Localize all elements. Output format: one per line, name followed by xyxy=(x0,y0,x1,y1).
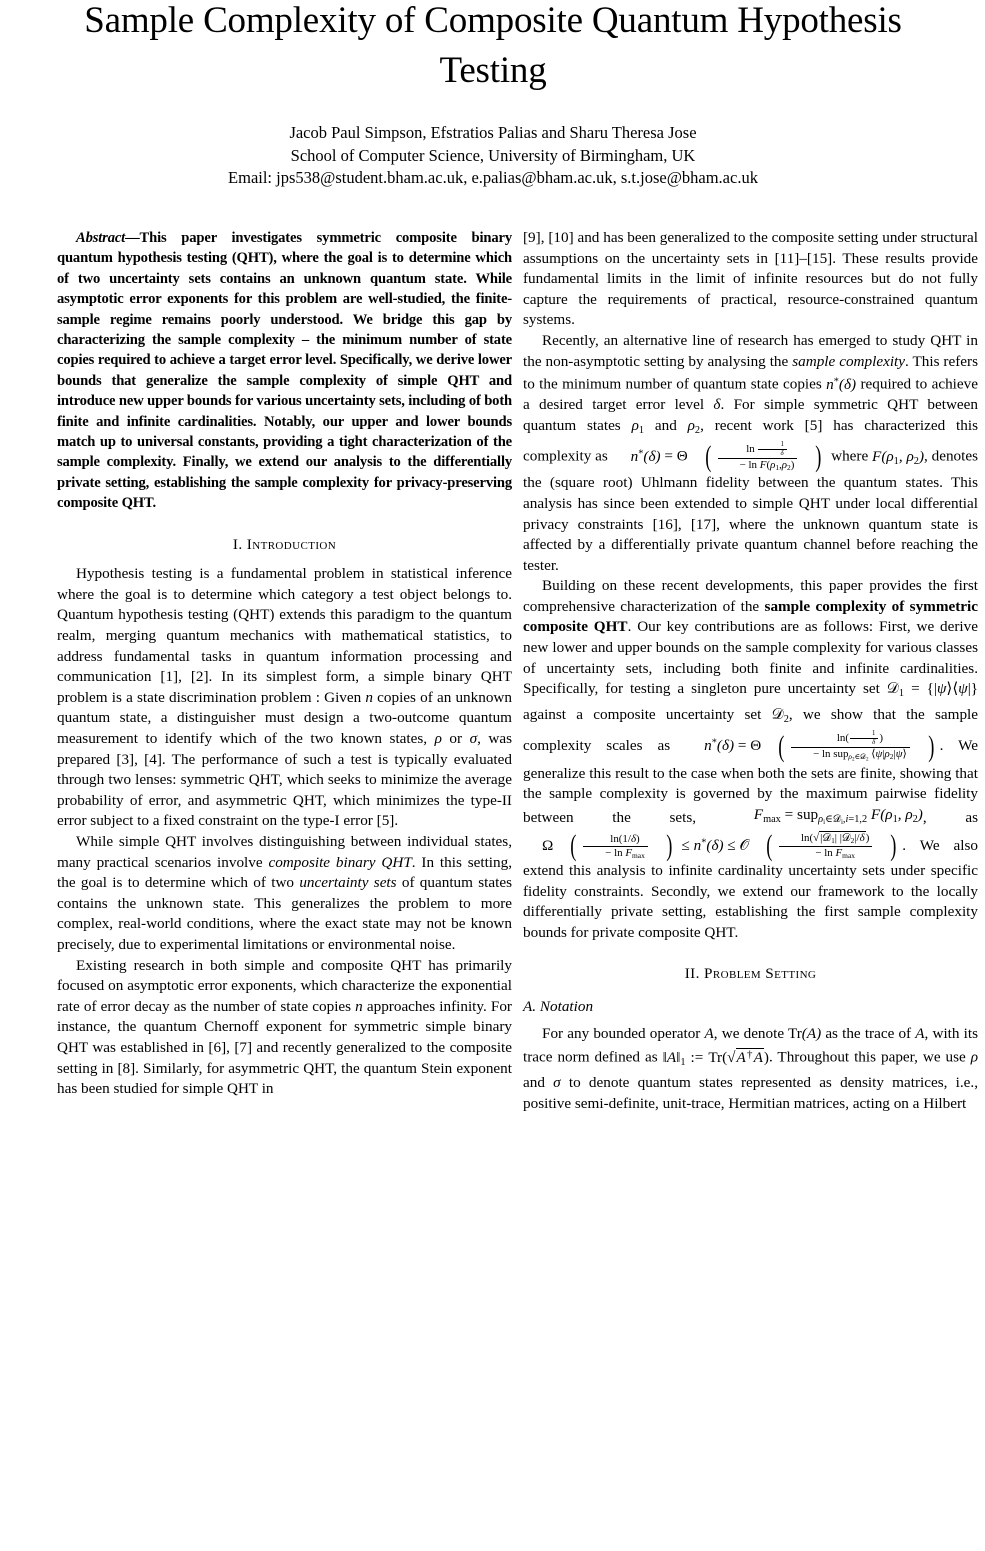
left-column xyxy=(57,228,512,1100)
intro-p1-or: or xyxy=(441,730,470,748)
intro-p6-part-a: Building on these recent developments, this paper provides the first comprehensive characterization of the xyxy=(523,577,978,615)
math-n-2: n xyxy=(355,997,363,1015)
intro-p6-part-b: . Our key contributions are as follows: First, we derive new lower and upper bounds on the sample complexity for various classes of uncertainty sets, including both finite and infinite cardinalities. Specifically, for testing a singleton pure uncertainty set xyxy=(523,618,978,698)
subsection-heading-notation: A. Notation xyxy=(523,997,594,1015)
formula-finite-bounds: Ω ( $\frac{\ln(1/\delta)}{- \ln F_{max}}$ ) ≤ n*(δ) ≤ 𝒪 ( $\frac{\ln(√|𝒟_1| |𝒟_2|/\delta)}{- \ln F_{max}}$ ) xyxy=(542,830,897,863)
intro-paragraph-5 xyxy=(523,331,978,576)
intro-p5-part-g: where xyxy=(827,447,873,465)
two-column-body xyxy=(57,228,979,1203)
author-affiliation: School of Computer Science, University of Birmingham, UK xyxy=(290,145,696,165)
intro-p2-italic-2: uncertainty sets xyxy=(299,874,397,892)
intro-p3-part-a: Existing research in both simple and composite QHT has primarily focused on asymptotic error exponents, which characterize the exponential rate of error decay as the number of state copies xyxy=(57,956,512,1015)
math-operator-A: A xyxy=(704,1024,714,1042)
author-email: Email: jps538@student.bham.ac.uk, e.palias@bham.ac.uk, s.t.jose@bham.ac.uk xyxy=(228,168,758,187)
notation-p1-part-a: For any bounded operator xyxy=(542,1024,705,1042)
intro-p2-part-c: of quantum states contains the unknown state. This generalizes the problem to more complex, real-world conditions, where the exact state may not be known precisely, due to experimental limitations or environmental noise. xyxy=(57,874,512,953)
math-rho-2: $\rho_2$ xyxy=(687,416,701,436)
intro-p5-part-a: Recently, an alternative line of research has emerged to study QHT in the non-asymptotic setting by analysing the xyxy=(523,331,978,370)
math-operator-A-2: A xyxy=(915,1024,925,1042)
author-names: Jacob Paul Simpson, Efstratios Palias and Sharu Theresa Jose xyxy=(289,123,697,142)
abstract-label: Abstract xyxy=(76,230,126,246)
notation-p1-part-b: , we denote xyxy=(713,1024,788,1042)
intro-p6-part-c: against a composite uncertainty set xyxy=(523,705,772,723)
math-sigma: σ xyxy=(469,730,478,748)
author-block xyxy=(57,122,929,190)
math-n-star-delta: n*(δ) xyxy=(826,375,857,393)
formula-singleton-pure: n*(δ) = Θ ( ln( $\frac{1}{\delta}$ ) − ln sup$_{\rho_2\in 𝒟_2}$ $⟨\psi|\rho_2|\psi⟩$ ) xyxy=(704,730,935,763)
intro-p1-part-b: copies of an unknown quantum state, a distinguisher must design a two-outcome quantum measurement to identify which of the two known states, xyxy=(57,688,512,748)
math-rho-1: $\rho_1$ xyxy=(631,416,645,436)
math-n: n xyxy=(365,688,373,706)
intro-p6-part-f: , as xyxy=(922,809,978,827)
intro-p5-part-b: . This refers to the minimum number of quantum state copies xyxy=(523,352,979,393)
intro-p5-part-d: . For simple symmetric QHT between quantum states xyxy=(523,396,978,434)
math-rho-3: ρ xyxy=(970,1048,979,1066)
intro-p5-part-e: and xyxy=(644,416,688,434)
formula-simple-qht: n*(δ) = Θ ( ln $\frac{1}{\delta}$ − $\ln F(\rho_1,\rho_2)$ ) xyxy=(630,441,822,474)
intro-paragraph-4: [9], [10] and has been generalized to the composite setting under structural assumptions on the uncertainty sets in [11]–[15]. These results provide fundamental limits in the limit of infinite resources but do not fully capture the requirements of practical, resource-constrained quantum systems. xyxy=(523,229,978,329)
formula-fmax-def: $F_{max} = sup_{\rho_i\in 𝒟_i,i=1,2}$ $F(\rho_1$, $\rho_2$) xyxy=(753,805,923,826)
intro-p2-part-b: . In this setting, the goal is to determine which of two xyxy=(57,853,512,892)
intro-p6-part-e: . We generalize this result to the case when both the sets are finite, showing that the sample complexity is governed by the maximum pairwise fidelity between the sets, xyxy=(523,737,978,827)
intro-p3-part-b: approaches infinity. For instance, the quantum Chernoff exponent for symmetric simple binary QHT was established in [6], [7] and recently generalized to the composite setting in [8]. Similarly, for asymmetric QHT, the quantum Stein exponent has been studied for simple QHT in xyxy=(57,997,512,1098)
intro-p1-part-a: Hypothesis testing is a fundamental problem in statistical inference where the goal is to determine which category a test object belongs to. Quantum hypothesis testing (QHT) extends this paradigm to the quantum realm, merging quantum mechanics with mathematical statistics, to address fundamental tasks in quantum information processing and communication [1], [2]. In its simplest form, a simple binary QHT problem is a state discrimination problem : Given xyxy=(57,565,512,706)
intro-paragraph-6 xyxy=(523,576,978,943)
notation-p1-part-d: , with its trace norm defined as xyxy=(523,1024,978,1066)
page-title: Sample Complexity of Composite Quantum Hypothesis Testing xyxy=(84,0,902,91)
right-column xyxy=(523,228,978,1114)
math-sigma-2: σ xyxy=(553,1074,561,1092)
math-fidelity-F: $F(\rho_1$, $\rho_2$) xyxy=(872,447,924,467)
math-trace-norm: $‖A‖_1$ := Tr(√A†A) xyxy=(662,1048,769,1068)
intro-p2-part-a: While simple QHT involves distinguishing between individual states, many practical scenarios involve xyxy=(57,833,512,871)
intro-p5-part-h: , denotes the (square root) Uhlmann fidelity between the quantum states. This analysis has since been extended to simple QHT under local differential privacy constraints [16], [17], where the unknown quantum state is affected by a differentially private quantum channel before reaching the tester. xyxy=(523,447,979,574)
notation-p1-part-c: as the trace of xyxy=(821,1024,916,1042)
math-trace-A: Tr(A) xyxy=(787,1024,822,1042)
title-block xyxy=(57,0,929,190)
intro-paragraph-3 xyxy=(57,956,512,1100)
intro-p6-part-d: , we show that the sample complexity scales as xyxy=(523,705,978,755)
section-heading-problem-setting: II. Problem Setting xyxy=(684,965,817,983)
math-rho: ρ xyxy=(434,730,442,748)
intro-paragraph-2 xyxy=(57,832,512,956)
notation-p1-part-e: . Throughout this paper, we use xyxy=(768,1048,971,1066)
intro-p6-part-g: . We also extend this analysis to infinite cardinality uncertainty sets under specific fidelity constraints. Secondly, we extend our framework to the locally differentially private setting, establishing the first sample complexity bounds for private composite QHT. xyxy=(523,837,978,941)
intro-p1-part-c: , was prepared [3], [4]. The performance of such a test is typically evaluated through two lenses: symmetric QHT, which seeks to minimize the average probability of error, and asymmetric QHT, which minimizes the type-II error subject to a fixed constraint on the type-I error [5]. xyxy=(57,730,512,830)
section-heading-introduction: I. Introduction xyxy=(232,535,337,553)
math-set-D2: 𝒟$_2$ xyxy=(771,705,789,725)
abstract-dash: — xyxy=(125,230,140,246)
notation-p1-part-g: to denote quantum states represented as density matrices, i.e., positive semi-definite, unit-trace, Hermitian matrices, acting on a Hilbert xyxy=(523,1074,978,1112)
intro-p2-italic-1: composite binary QHT xyxy=(268,853,412,871)
intro-p6-bold-1: sample complexity of symmetric composite QHT xyxy=(523,597,978,636)
notation-paragraph-1 xyxy=(523,1024,978,1115)
intro-paragraph-1 xyxy=(57,564,512,832)
notation-p1-part-f: and xyxy=(523,1074,554,1092)
math-set-D1: 𝒟$_1$ = {|ψ⟩⟨ψ|} xyxy=(886,680,979,700)
math-delta: δ xyxy=(713,396,721,414)
intro-p5-part-f: , recent work [5] has characterized this complexity as xyxy=(523,416,979,465)
intro-p5-italic-1: sample complexity xyxy=(792,352,905,370)
intro-p5-part-c: required to achieve a desired target error level xyxy=(523,375,978,414)
abstract-paragraph xyxy=(57,228,512,514)
abstract-text: This paper investigates symmetric composite binary quantum hypothesis testing (QHT), where the goal is to determine which of two uncertainty sets contains an unknown quantum state. While asymptotic error exponents for this problem are well-studied, the finite-sample regime remains poorly understood. We bridge this gap by characterizing the sample complexity – the minimum number of state copies required to achieve a target error level. Specifically, we derive lower bounds that generalize the sample complexity of simple QHT and introduce new upper bounds for various uncertainty sets, including of both finite and infinite cardinalities. Notably, our upper and lower bounds match up to universal constants, providing a tight characterization of the sample complexity. Finally, we extend our analysis to the differentially private setting, establishing the sample complexity for privacy-preserving composite QHT. xyxy=(57,230,512,512)
